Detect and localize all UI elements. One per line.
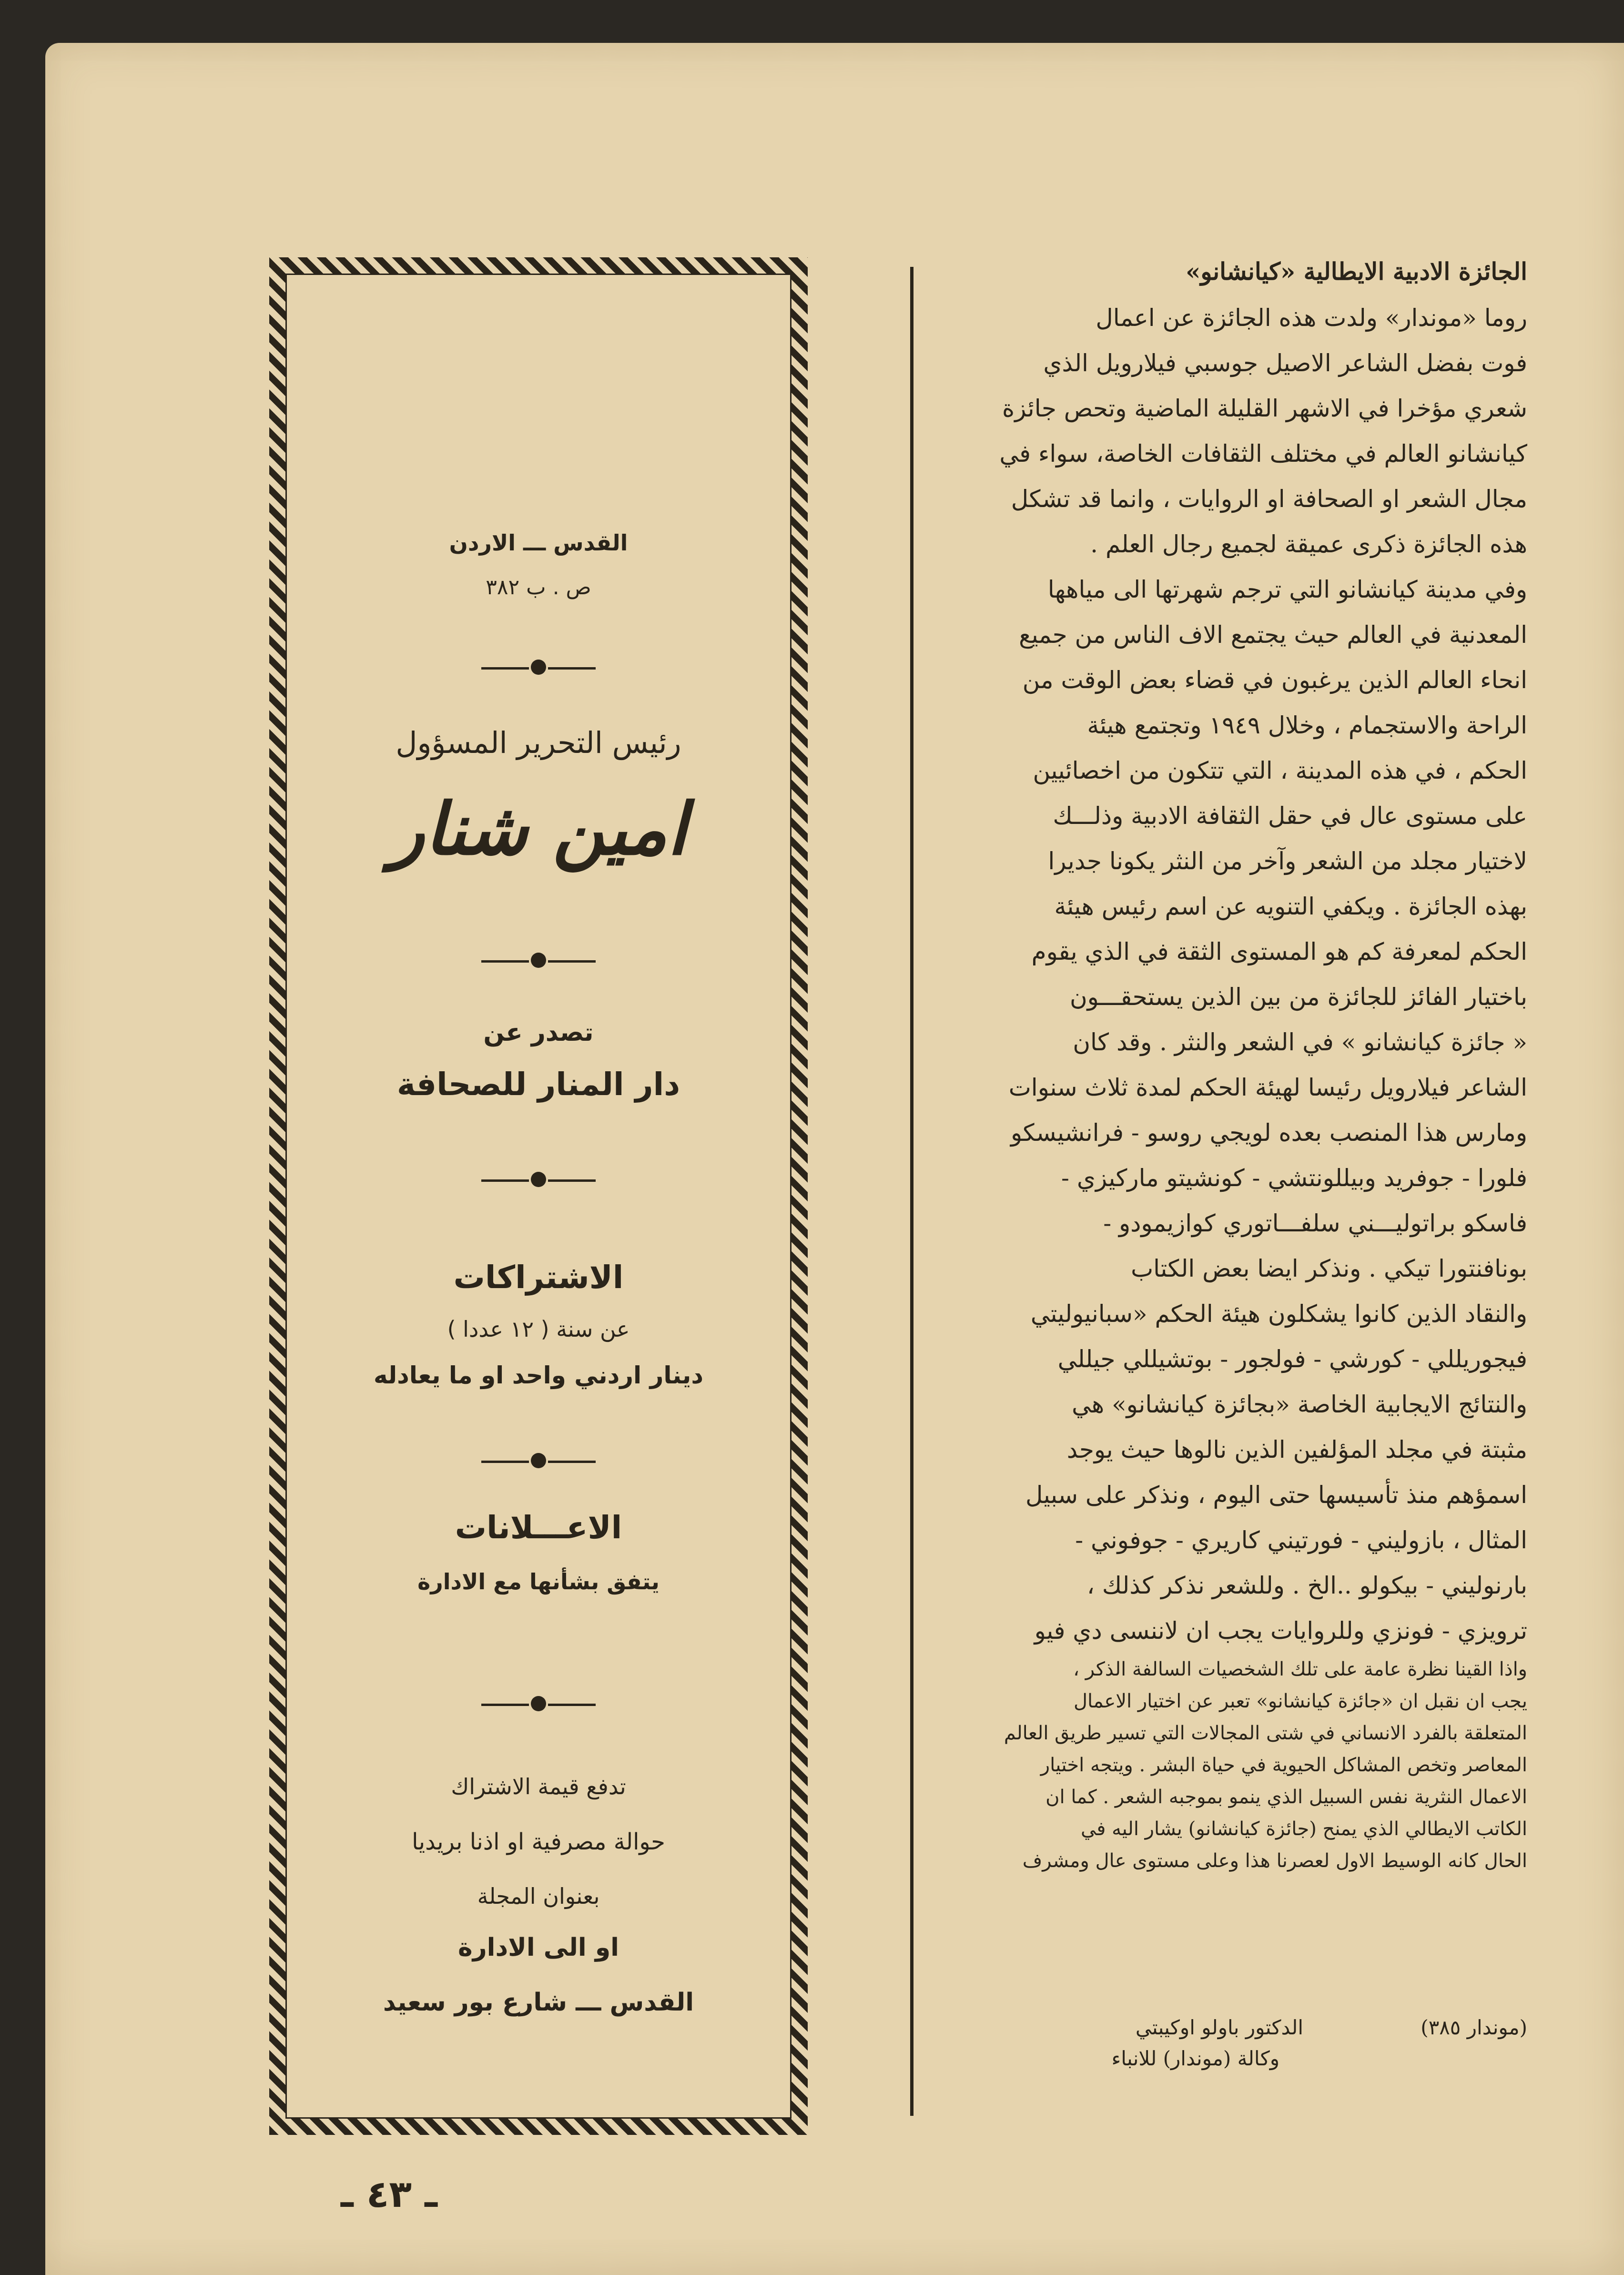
payment-address: القدس ـــ شارع بور سعيد bbox=[383, 1988, 694, 2017]
editor-signature: امين شنار bbox=[390, 787, 687, 871]
article-line: بارنوليني - بيكولو ..الخ . وللشعر نذكر كذلك ، bbox=[1086, 1572, 1527, 1599]
article-author: الدكتور باولو اوكيبتي bbox=[1135, 2016, 1303, 2039]
article-line: فوت بفضل الشاعر الاصيل جوسبي فيلارويل الذي bbox=[1043, 349, 1527, 377]
article-line: واذا القينا نظرة عامة على تلك الشخصيات السالفة الذكر ، bbox=[1073, 1658, 1527, 1680]
separator bbox=[481, 952, 596, 971]
article-line: والنقاد الذين كانوا يشكلون هيئة الحكم «سبانيوليتي bbox=[1030, 1300, 1527, 1328]
article-line: بونافنتورا تيكي . ونذكر ايضا بعض الكتاب bbox=[1131, 1255, 1527, 1282]
article-line: هذه الجائزة ذكرى عميقة لجميع رجال العلم . bbox=[1090, 530, 1527, 558]
subscriptions-period: عن سنة ( ١٢ عددا ) bbox=[447, 1316, 630, 1342]
news-agency: وكالة (موندار) للانباء bbox=[1111, 2047, 1279, 2070]
article-line: الحال كانه الوسيط الاول لعصرنا هذا وعلى مستوى عال ومشرف bbox=[1022, 1850, 1527, 1872]
ads-title: الاعـــلانات bbox=[455, 1509, 622, 1546]
ads-text: يتفق بشأنها مع الادارة bbox=[417, 1569, 660, 1595]
separator bbox=[481, 1171, 596, 1190]
article-line: اسمؤهم منذ تأسيسها حتى اليوم ، ونذكر على سبيل bbox=[1025, 1481, 1527, 1509]
article-line: فلورا - جوفريد وبيللونتشي - كونشيتو ماركيزي - bbox=[1061, 1164, 1527, 1192]
publisher-name: دار المنار للصحافة bbox=[396, 1066, 680, 1103]
article-line: انحاء العالم الذين يرغبون في قضاء بعض الوقت من bbox=[1022, 666, 1527, 694]
page-number: ـ ٤٣ ـ bbox=[341, 2173, 437, 2216]
separator bbox=[481, 659, 596, 678]
article-line: الكاتب الايطالي الذي يمنح (جائزة كيانشانو) يشار اليه في bbox=[1080, 1818, 1527, 1840]
editor-label: رئيس التحرير المسؤول bbox=[396, 725, 681, 760]
article-line: ترويزي - فونزي وللروايات يجب ان لاننسى دي فيو bbox=[1034, 1617, 1527, 1645]
article-body bbox=[941, 295, 1527, 1877]
article-line: روما «موندار» ولدت هذه الجائزة عن اعمال bbox=[1096, 304, 1527, 332]
city-country: القدس ـــ الاردن bbox=[449, 530, 628, 556]
article-line: شعري مؤخرا في الاشهر القليلة الماضية وتحص جائزة bbox=[1002, 395, 1527, 422]
payment-line: تدفع قيمة الاشتراك bbox=[451, 1774, 626, 1799]
payment-line: بعنوان المجلة bbox=[477, 1883, 600, 1909]
article-line: لاختيار مجلد من الشعر وآخر من النثر يكونا جديرا bbox=[1048, 847, 1527, 875]
article-line: كيانشانو العالم في مختلف الثقافات الخاصة، سواء في bbox=[999, 440, 1527, 467]
separator bbox=[481, 1695, 596, 1714]
article-title: الجائزة الادبية الايطالية «كيانشانو» bbox=[1186, 257, 1527, 285]
article-line: الشاعر فيلارويل رئيسا لهيئة الحكم لمدة ثلاث سنوات bbox=[1008, 1074, 1527, 1101]
article-line: فيجوريللي - كورشي - فولجور - بوتشيللي جيللي bbox=[1057, 1345, 1527, 1373]
article-line: مثبتة في مجلد المؤلفين الذين نالوها حيث يوجد bbox=[1066, 1436, 1527, 1463]
article-line: وفي مدينة كيانشانو التي ترجم شهرتها الى مياهها bbox=[1047, 576, 1527, 603]
article-line: على مستوى عال في حقل الثقافة الادبية وذلـــك bbox=[1053, 802, 1527, 830]
column-divider bbox=[910, 267, 914, 2116]
masthead-box bbox=[269, 257, 808, 2135]
article-line: المعدنية في العالم حيث يجتمع الاف الناس من جميع bbox=[1019, 621, 1527, 649]
subscriptions-price: دينار اردني واحد او ما يعادله bbox=[374, 1361, 703, 1389]
article-line: باختيار الفائز للجائزة من بين الذين يستحقـــون bbox=[1069, 983, 1527, 1011]
separator bbox=[481, 1452, 596, 1471]
article-line: ومارس هذا المنصب بعده لويجي روسو - فرانشيسكو bbox=[1010, 1119, 1527, 1147]
masthead-box-inner bbox=[285, 274, 792, 2119]
published-by-label: تصدر عن bbox=[483, 1018, 594, 1047]
article-line: الحكم لمعرفة كم هو المستوى الثقة في الذي يقوم bbox=[1031, 938, 1527, 965]
article-line: يجب ان نقبل ان «جائزة كيانشانو» تعبر عن اختيار الاعمال bbox=[1073, 1690, 1527, 1712]
article-line: فاسكو براتوليـــني سلفـــاتوري كوازيمودو - bbox=[1103, 1209, 1527, 1237]
article-line: الراحة والاستجمام ، وخلال ١٩٤٩ وتجتمع هيئة bbox=[1087, 711, 1527, 739]
article-line: الحكم ، في هذه المدينة ، التي تتكون من اخصائيين bbox=[1033, 757, 1527, 784]
subscriptions-title: الاشتراكات bbox=[453, 1259, 624, 1296]
article-line: والنتائج الايجابية الخاصة «بجائزة كيانشانو» هي bbox=[1072, 1391, 1527, 1418]
payment-line: حوالة مصرفية او اذنا بريديا bbox=[412, 1828, 665, 1855]
article-line: « جائزة كيانشانو » في الشعر والنثر . وقد كان bbox=[1073, 1028, 1527, 1056]
payment-line: او الى الادارة bbox=[458, 1933, 619, 1962]
article-line: المثال ، بازوليني - فورتيني كاريري - جوفوني - bbox=[1075, 1526, 1527, 1554]
article-source: (موندار ٣٨٥) bbox=[1421, 2016, 1527, 2039]
article-line: المعاصر وتخص المشاكل الحيوية في حياة البشر . ويتجه اختيار bbox=[1040, 1754, 1527, 1776]
magazine-page bbox=[45, 43, 1624, 2275]
article-line: بهذه الجائزة . ويكفي التنويه عن اسم رئيس هيئة bbox=[1054, 893, 1527, 920]
article-line: الاعمال النثرية نفس السبيل الذي ينمو بموجبه الشعر . كما ان bbox=[1045, 1786, 1527, 1808]
po-box: ص . ب ٣٨٢ bbox=[486, 575, 591, 599]
article-line: مجال الشعر او الصحافة او الروايات ، وانما قد تشكل bbox=[1011, 485, 1527, 513]
article bbox=[941, 253, 1527, 1877]
article-line: المتعلقة بالفرد الانساني في شتى المجالات التي تسير طريق العالم bbox=[1004, 1722, 1527, 1744]
